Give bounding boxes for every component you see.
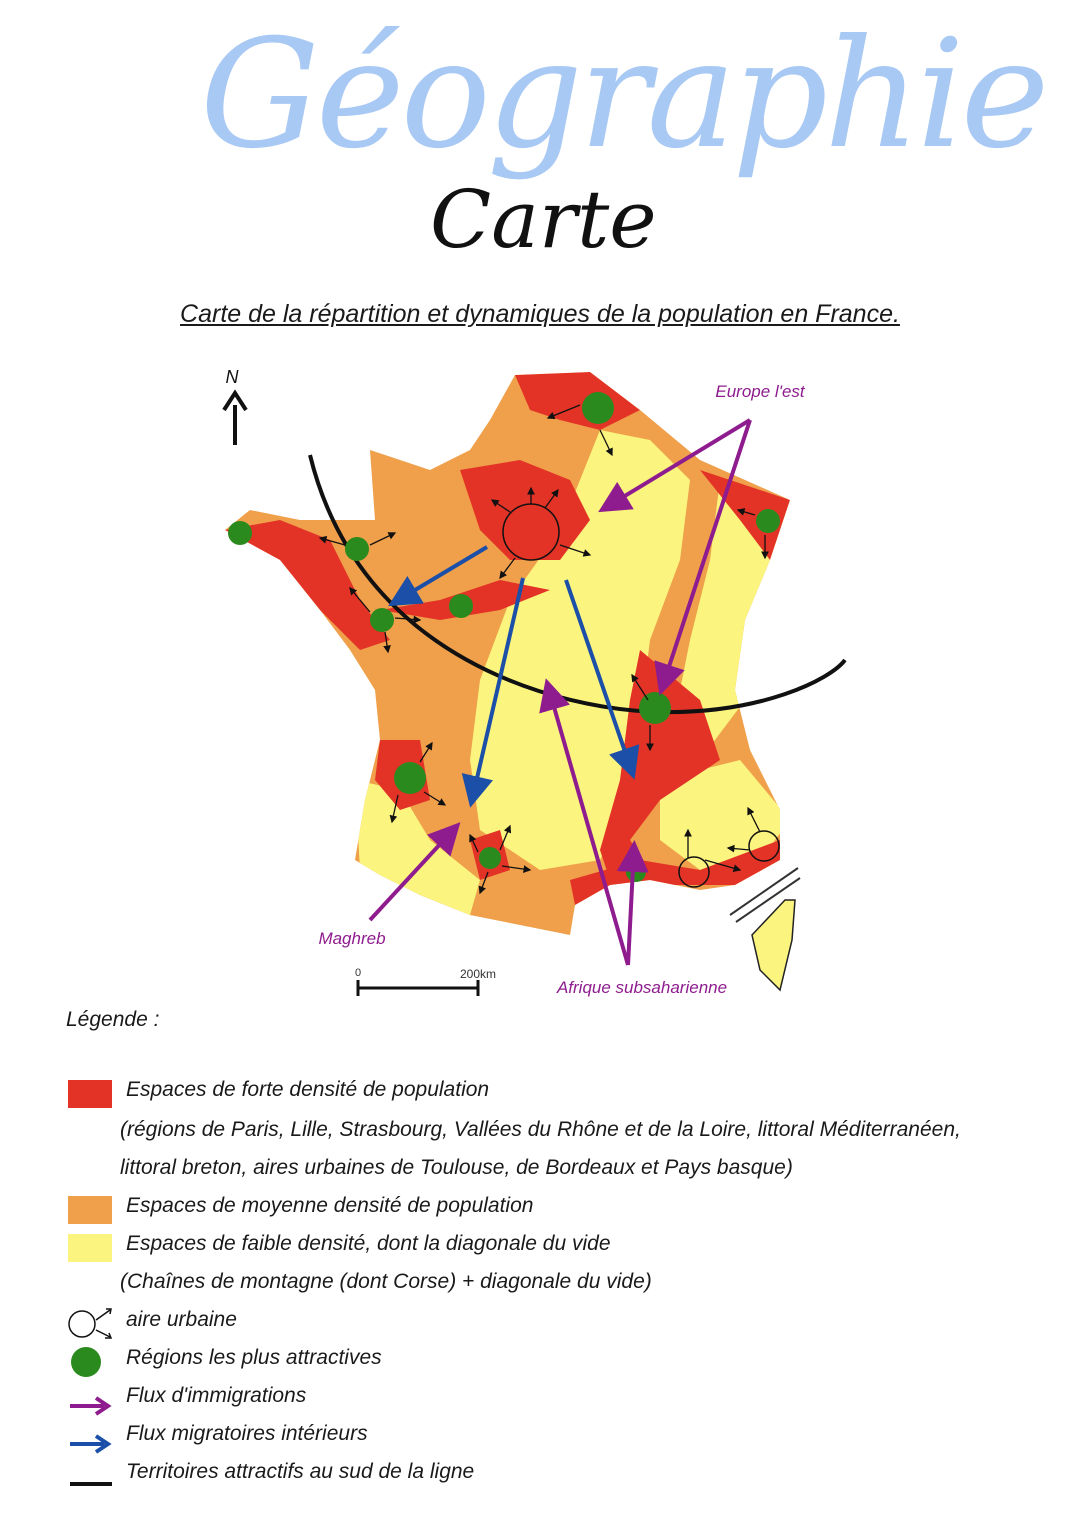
france-territory xyxy=(200,360,820,960)
attractive-region-dot xyxy=(228,521,252,545)
attractive-region-dot xyxy=(639,692,671,724)
label-afrique: Afrique subsaharienne xyxy=(556,978,728,997)
label-europe-est: Europe l'est xyxy=(715,382,805,401)
attractive-region-dot xyxy=(345,537,369,561)
legend-label: Espaces de forte densité de population xyxy=(126,1078,490,1101)
legend-label: Flux migratoires intérieurs xyxy=(126,1422,368,1445)
legend-label: Espaces de faible densité, dont la diagonale du vide xyxy=(126,1232,611,1255)
attractive-region-dot xyxy=(626,862,646,882)
scale-end: 200km xyxy=(460,967,497,981)
green-dot-icon xyxy=(66,1344,116,1380)
legend-label: Régions les plus attractives xyxy=(126,1346,382,1369)
attractive-region-dot xyxy=(449,594,473,618)
legend-label: aire urbaine xyxy=(126,1308,237,1331)
legend-note-low: (Chaînes de montagne (dont Corse) + diagonale du vide) xyxy=(120,1270,652,1293)
label-maghreb: Maghreb xyxy=(318,929,386,948)
swatch-high-density xyxy=(68,1080,112,1108)
page-title: Géographie xyxy=(200,8,1046,182)
attractive-region-dot xyxy=(582,392,614,424)
purple-arrow-icon xyxy=(66,1384,116,1420)
legend-label: Espaces de moyenne densité de population xyxy=(126,1194,534,1217)
black-line-icon xyxy=(66,1460,116,1496)
swatch-low-density xyxy=(68,1234,112,1262)
scale-start: 0 xyxy=(355,967,362,979)
swatch-medium-density xyxy=(68,1196,112,1224)
legend-title: Légende : xyxy=(66,1008,160,1031)
urban-area-icon xyxy=(66,1304,116,1340)
legend-label: Flux d'immigrations xyxy=(126,1384,307,1407)
legend-note-high-2: littoral breton, aires urbaines de Toulouse, de Bordeaux et Pays basque) xyxy=(120,1156,793,1179)
legend-label: Territoires attractifs au sud de la ligne xyxy=(126,1460,475,1483)
map-caption: Carte de la répartition et dynamiques de la population en France. xyxy=(180,300,900,328)
legend-note-high-1: (régions de Paris, Lille, Strasbourg, Vallées du Rhône et de la Loire, littoral Méditerranéen, xyxy=(120,1118,961,1141)
north-indicator xyxy=(224,367,246,445)
attractive-region-dot xyxy=(370,608,394,632)
france-population-map xyxy=(0,350,1080,1010)
north-label: N xyxy=(225,367,239,387)
corsica xyxy=(752,900,795,990)
attractive-region-dot xyxy=(479,847,501,869)
page-subtitle: Carte xyxy=(430,173,657,266)
scale-bar xyxy=(355,967,496,996)
blue-arrow-icon xyxy=(66,1422,116,1458)
attractive-region-dot xyxy=(394,762,426,794)
attractive-region-dot xyxy=(756,509,780,533)
